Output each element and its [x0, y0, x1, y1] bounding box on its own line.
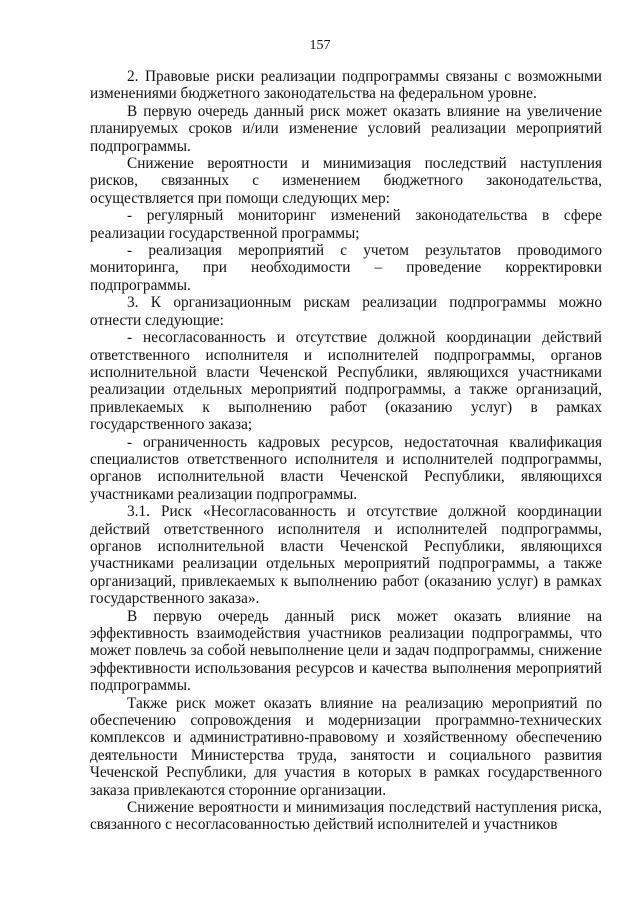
page-number: 157	[309, 38, 331, 53]
list-item: - ограниченность кадровых ресурсов, недостаточная квалификация специалистов ответственного исполнителя и исполнителей подпрограммы, органов исполнительной власти Чеченской Республики, являющихся участниками реализации подпрограммы.	[90, 433, 602, 503]
paragraph: В первую очередь данный риск может оказать влияние на эффективность взаимодействия участников реализации подпрограммы, что может повлечь за собой невыполнение цели и задач подпрограммы, снижение эффективности использования ресурсов и качества выполнения мероприятий подпрограммы.	[90, 607, 602, 695]
paragraph: В первую очередь данный риск может оказать влияние на увеличение планируемых сроков и/или изменение условий реализации мероприятий подпрограммы.	[90, 102, 602, 155]
paragraph: Снижение вероятности и минимизация последствий наступления рисков, связанных с изменением бюджетного законодательства, осуществляется при помощи следующих мер:	[90, 155, 602, 207]
list-item: - регулярный мониторинг изменений законодательства в сфере реализации государственной программы;	[90, 207, 602, 242]
list-item: - реализация мероприятий с учетом результатов проводимого мониторинга, при необходимости – проведение корректировки подпрограммы.	[90, 242, 602, 294]
paragraph: Снижение вероятности и минимизация последствий наступления риска, связанного с несогласованностью действий исполнителей и участников	[90, 799, 602, 834]
document-body	[90, 68, 602, 834]
paragraph: 3. К организационным рискам реализации подпрограммы можно отнести следующие:	[90, 294, 602, 329]
paragraph: 3.1. Риск «Несогласованность и отсутствие должной координации действий ответственного исполнителя и исполнителей подпрограммы, органов исполнительной власти Чеченской Республики, являющихся участниками реализации отдельных мероприятий подпрограммы, а также организаций, привлекаемых к выполнению работ (оказанию услуг) в рамках государственного заказа».	[90, 503, 602, 608]
paragraph: 2. Правовые риски реализации подпрограммы связаны с возможными изменениями бюджетного законодательства на федеральном уровне.	[90, 68, 602, 103]
list-item: - несогласованность и отсутствие должной координации действий ответственного исполнителя и исполнителей подпрограммы, органов исполнительной власти Чеченской Республики, являющихся участниками реализации отдельных мероприятий подпрограммы, а также организаций, привлекаемых к выполнению работ (оказанию услуг) в рамках государственного заказа;	[90, 329, 602, 434]
paragraph: Также риск может оказать влияние на реализацию мероприятий по обеспечению сопровождения и модернизации программно-технических комплексов и административно-правовому и хозяйственному обеспечению деятельности Министерства труда, занятости и социального развития Чеченской Республики, для участия в которых в рамках государственного заказа привлекаются сторонние организации.	[90, 694, 602, 799]
